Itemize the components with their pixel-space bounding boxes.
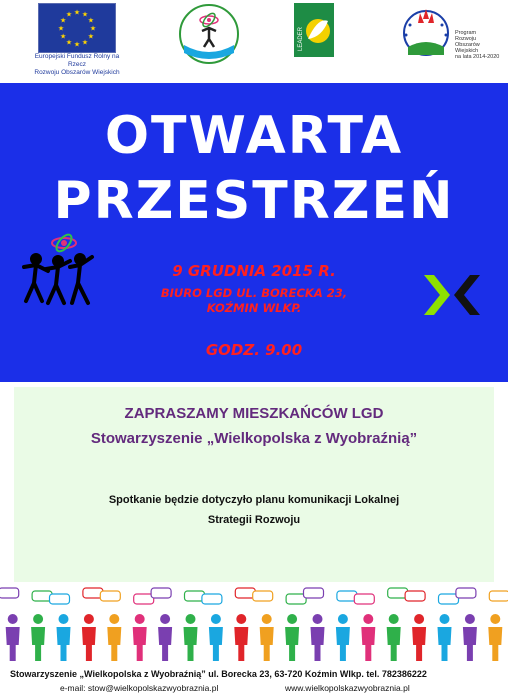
prow-caption-line3: Obszarów — [455, 42, 480, 48]
eu-star-icon: ★ — [60, 17, 67, 25]
footer-email-link[interactable]: e-mail: stow@wielkopolskazwyobraznia.pl — [60, 683, 219, 693]
title-line2: PRZESTRZEŃ — [53, 171, 455, 231]
leader-text: LEADER — [298, 26, 304, 51]
prow-caption-line2: Rozwoju — [455, 36, 477, 42]
invitation-panel — [14, 387, 494, 582]
eu-caption — [30, 53, 124, 77]
person-figure-icon — [50, 594, 71, 661]
prow-logo — [398, 3, 454, 65]
eu-star-icon: ★ — [87, 17, 94, 25]
eu-stars-icon — [39, 4, 115, 52]
footer — [0, 664, 508, 700]
leader-logo — [294, 3, 334, 57]
person-figure-icon — [202, 594, 223, 661]
event-date: 9 GRUDNIA 2015 R. — [172, 262, 336, 280]
eu-star-icon: ★ — [73, 9, 81, 17]
event-place — [120, 286, 388, 316]
person-figure-icon — [0, 588, 20, 661]
person-figure-icon — [100, 591, 121, 661]
leader-leaf-icon — [294, 3, 334, 57]
person-figure-icon — [405, 591, 426, 661]
person-figure-icon — [133, 594, 154, 661]
person-figure-icon — [285, 594, 306, 661]
description-line1: Spotkanie będzie dotyczyło planu komunikacji Lokalnej — [108, 494, 400, 506]
meeting-description — [104, 490, 404, 530]
event-time: GODZ. 9.00 — [205, 341, 303, 359]
eu-caption-line1: Europejski Fundusz Rolny na Rzecz — [34, 53, 120, 68]
description-line2: Strategii Rozwoju — [207, 514, 301, 526]
event-place-line2: KOŹMIN WLKP. — [206, 301, 302, 315]
person-figure-icon — [354, 594, 375, 661]
title-line1: OTWARTA — [104, 106, 404, 166]
association-name: Stowarzyszenie „Wielkopolska z Wyobraźnią” — [90, 430, 418, 447]
poster-header — [0, 83, 508, 382]
dancing-figures-icon — [18, 231, 100, 309]
prow-caption-line4: Wiejskich — [455, 48, 479, 54]
eu-star-icon: ★ — [57, 25, 65, 33]
eu-star-icon: ★ — [81, 39, 89, 47]
footer-address: Stowarzyszenie „Wielkopolska z Wyobraźnią” ul. Borecka 23, 63-720 Koźmin Wlkp. tel. 782386222 — [10, 669, 427, 679]
prow-caption-line1: Program — [455, 30, 477, 36]
prow-caption — [455, 30, 505, 60]
lgd-logo — [178, 3, 240, 65]
footer-website-link[interactable]: www.wielkopolskazwyobraznia.pl — [285, 683, 410, 693]
lgd-emblem-icon — [178, 3, 240, 65]
eu-star-icon: ★ — [60, 33, 67, 41]
eu-star-icon: ★ — [65, 11, 73, 19]
person-figure-icon — [438, 594, 459, 661]
logo-bar — [0, 0, 508, 82]
eu-star-icon: ★ — [89, 25, 97, 33]
person-figure-icon — [253, 591, 274, 661]
invite-heading: ZAPRASZAMY MIESZKAŃCÓW LGD — [124, 405, 384, 422]
person-figure-icon — [488, 591, 508, 661]
eu-star-icon: ★ — [87, 33, 94, 41]
eu-star-icon: ★ — [65, 39, 73, 47]
person-figure-icon — [387, 588, 408, 661]
person-figure-icon — [82, 588, 103, 661]
eu-star-icon: ★ — [81, 11, 89, 19]
eu-caption-line2: Rozwoju Obszarów Wiejskich — [34, 69, 120, 76]
prow-caption-line5: na lata 2014-2020 — [455, 54, 500, 60]
crowd-speech-bubbles-illustration — [0, 585, 508, 663]
eu-flag-logo — [38, 3, 116, 53]
person-figure-icon — [234, 588, 255, 661]
event-place-line1: BIURO LGD UL. BORECKA 23, — [160, 286, 348, 300]
chevron-logo-icon — [418, 271, 496, 319]
eu-star-icon: ★ — [73, 41, 81, 49]
prow-emblem-icon — [398, 3, 454, 65]
